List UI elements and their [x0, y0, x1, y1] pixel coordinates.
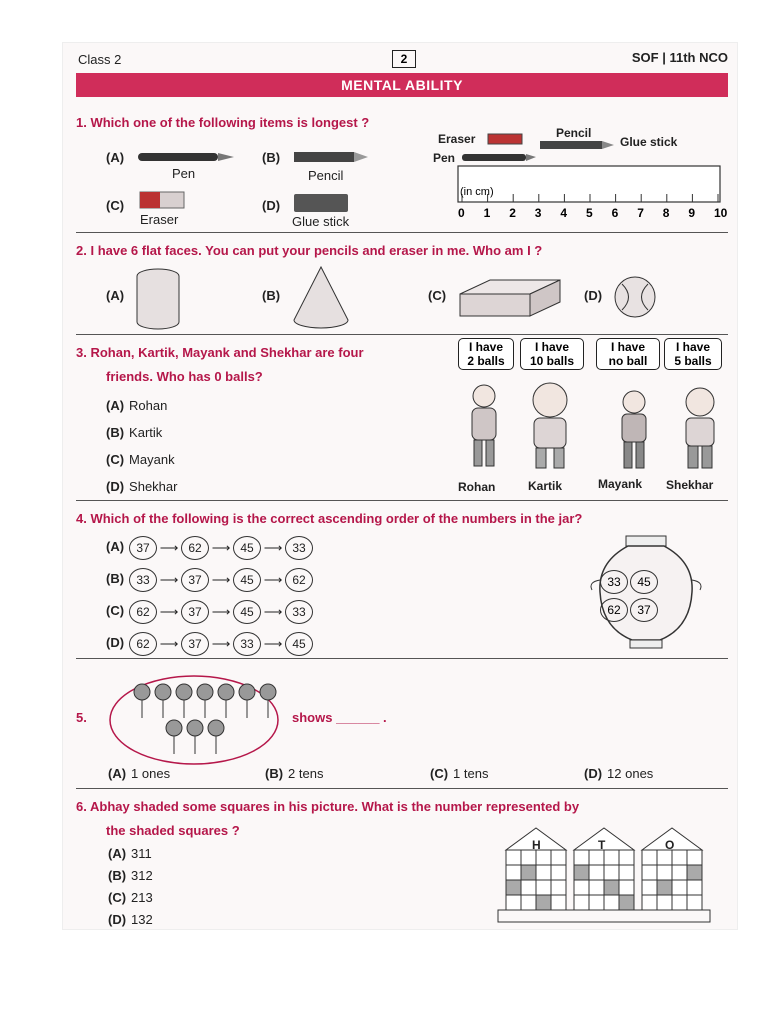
number-circle: 37 — [181, 600, 209, 624]
option-letter: (D) — [106, 479, 125, 494]
q3-option-a[interactable] — [106, 398, 167, 413]
grid-square — [672, 895, 687, 910]
grid-square — [687, 865, 702, 880]
option-letter: (C) — [106, 198, 125, 213]
grid-square — [574, 865, 589, 880]
section-title: MENTAL ABILITY — [76, 73, 728, 97]
cylinder-icon — [134, 266, 184, 332]
grid-square — [589, 850, 604, 865]
option-letter: (C) — [428, 288, 447, 303]
q2-text — [76, 240, 542, 262]
option-letter: (D) — [108, 912, 127, 927]
number-circle: 45 — [285, 632, 313, 656]
bubble-line: I have — [534, 340, 570, 354]
brand-label: SOF | 11th NCO — [631, 50, 728, 65]
class-label: Class 2 — [78, 52, 122, 67]
lollipop-icon — [134, 684, 150, 700]
ruler-eraser-icon — [486, 132, 526, 146]
lollipop-icon — [155, 684, 171, 700]
grid-square — [521, 865, 536, 880]
grid-square — [551, 895, 566, 910]
option-label: 213 — [131, 890, 153, 905]
number-circle: 33 — [233, 632, 261, 656]
number-circle: 37 — [181, 568, 209, 592]
q6-option-b[interactable] — [108, 868, 153, 883]
q3-number: 3. — [76, 345, 87, 360]
option-letter: (C) — [106, 603, 125, 619]
q4-question: Which of the following is the correct ascending order of the numbers in the jar? — [90, 511, 583, 526]
jar-number-3 — [630, 598, 658, 622]
q6-text-line2: the shaded squares ? — [106, 823, 240, 838]
option-letter: (D) — [584, 288, 603, 303]
lollipop-icon — [197, 684, 213, 700]
q1-text — [76, 112, 369, 134]
bubble-line: 5 balls — [674, 354, 712, 368]
divider — [76, 500, 728, 501]
option-letter: (B) — [265, 766, 284, 781]
q4-option-c[interactable] — [106, 600, 313, 624]
q2-option-c[interactable] — [428, 288, 451, 303]
grid-square — [672, 865, 687, 880]
grid-square — [687, 895, 702, 910]
arrow-right-icon: ⟶ — [211, 636, 231, 651]
grid-square — [536, 865, 551, 880]
q6-option-d[interactable] — [108, 912, 153, 927]
jar-number-2 — [600, 598, 628, 622]
q2-number: 2. — [76, 243, 87, 258]
pencil-icon — [292, 149, 372, 165]
ruler-pencil-label: Pencil — [556, 126, 592, 140]
bubble-line: I have — [468, 340, 504, 354]
kid-name-kartik: Kartik — [528, 479, 563, 493]
ruler-tick-label: 1 — [483, 206, 491, 220]
q3-text-line2: friends. Who has 0 balls? — [106, 369, 263, 384]
eraser-icon — [138, 190, 188, 210]
bubble-line: no ball — [608, 354, 648, 368]
ruler-pencil-icon — [538, 138, 618, 152]
q5-option-a[interactable] — [108, 766, 170, 781]
rohan-speech-bubble — [458, 338, 514, 370]
kid-name-shekhar: Shekhar — [666, 478, 714, 492]
number-circle: 62 — [285, 568, 313, 592]
q1-question: Which one of the following items is longest ? — [90, 115, 370, 130]
q5-option-d[interactable] — [584, 766, 653, 781]
number-circle: 37 — [129, 536, 157, 560]
option-letter: (A) — [108, 846, 127, 861]
q1-label-c: Eraser — [140, 212, 179, 227]
q5-number: 5. — [76, 710, 87, 725]
kartik-speech-bubble — [520, 338, 584, 370]
q3-option-d[interactable] — [106, 479, 177, 494]
q6-number: 6. — [76, 799, 87, 814]
number-circle: 62 — [181, 536, 209, 560]
grid-square — [536, 850, 551, 865]
q6-option-c[interactable] — [108, 890, 153, 905]
q1-option-d[interactable] — [262, 198, 285, 213]
grid-square — [589, 895, 604, 910]
ruler-pen-icon — [460, 152, 540, 164]
ruler-tick-label: 2 — [509, 206, 516, 220]
q4-option-d[interactable] — [106, 632, 313, 656]
divider — [76, 788, 728, 789]
q3-text-line1 — [76, 342, 364, 364]
shekhar-speech-bubble — [664, 338, 722, 370]
q3-option-b[interactable] — [106, 425, 162, 440]
option-label: 311 — [131, 846, 152, 861]
cuboid-box-icon — [456, 276, 566, 324]
divider — [76, 334, 728, 335]
grid-square — [551, 850, 566, 865]
cone-icon — [290, 264, 352, 332]
grid-square — [672, 880, 687, 895]
option-letter: (B) — [108, 868, 127, 883]
q2-option-a[interactable] — [106, 288, 129, 303]
q1-option-c[interactable] — [106, 198, 129, 213]
ruler-tick-label: 0 — [458, 206, 465, 220]
ruler-eraser-label: Eraser — [438, 132, 476, 146]
lollipop-icon — [166, 720, 182, 736]
option-label: Kartik — [129, 425, 163, 440]
arrow-right-icon: ⟶ — [211, 604, 231, 619]
grid-square — [687, 850, 702, 865]
ball-icon — [612, 274, 660, 320]
option-letter: (B) — [262, 288, 281, 303]
option-label: 312 — [131, 868, 153, 883]
page-number: 2 — [392, 50, 416, 68]
grid-square — [506, 850, 521, 865]
grid-square — [536, 895, 551, 910]
number-circle: 45 — [233, 568, 261, 592]
grid-square — [642, 865, 657, 880]
option-letter: (C) — [430, 766, 449, 781]
grid-square — [657, 880, 672, 895]
option-label: 12 ones — [607, 766, 654, 781]
ruler-tick-label: 4 — [560, 206, 568, 220]
house-label-o: O — [665, 838, 675, 852]
lollipop-icon — [239, 684, 255, 700]
option-label: 132 — [131, 912, 153, 927]
grid-square — [551, 880, 566, 895]
option-letter: (D) — [106, 635, 125, 651]
grid-square — [506, 880, 521, 895]
arrow-right-icon: ⟶ — [263, 604, 283, 619]
mayank-speech-bubble — [596, 338, 660, 370]
option-letter: (D) — [262, 198, 281, 213]
grid-square — [604, 880, 619, 895]
ruler-unit-label: (in cm) — [460, 186, 494, 198]
grid-square — [657, 850, 672, 865]
kartik-figure — [533, 383, 567, 468]
grid-square — [672, 850, 687, 865]
q2-option-b[interactable] — [262, 288, 285, 303]
grid-square — [657, 865, 672, 880]
number-circle: 62 — [129, 632, 157, 656]
number-circle: 33 — [285, 600, 313, 624]
option-letter: (A) — [106, 150, 125, 165]
grid-square — [642, 895, 657, 910]
q6-question: Abhay shaded some squares in his picture. What is the number represented by — [89, 799, 580, 814]
jar-number-0 — [600, 570, 628, 594]
mayank-figure — [622, 391, 646, 468]
bubble-line: 10 balls — [529, 354, 575, 368]
ruler-glue-label: Glue stick — [620, 135, 678, 149]
q2-option-d[interactable] — [584, 288, 607, 303]
grid-square — [574, 850, 589, 865]
lollipops-oval — [106, 670, 286, 770]
q6-text-line1 — [76, 796, 579, 818]
grid-square — [536, 880, 551, 895]
grid-square — [604, 850, 619, 865]
arrow-right-icon: ⟶ — [211, 540, 231, 555]
pen-icon — [136, 150, 236, 164]
lollipop-icon — [176, 684, 192, 700]
number-circle: 45 — [233, 536, 261, 560]
worksheet-page — [62, 42, 738, 930]
ruler-tick-label: 6 — [611, 206, 619, 220]
q1-number: 1. — [76, 115, 87, 130]
ruler-tick-label: 5 — [586, 206, 593, 220]
q5-option-c[interactable] — [430, 766, 488, 781]
arrow-right-icon: ⟶ — [211, 572, 231, 587]
q4-text — [76, 508, 582, 530]
q1-option-b[interactable] — [262, 150, 285, 165]
bubble-line: 2 balls — [467, 354, 505, 368]
q2-question: I have 6 flat faces. You can put your pencils and eraser in me. Who am I ? — [90, 243, 543, 258]
ruler-pen-label: Pen — [433, 151, 456, 165]
glue-stick-icon — [292, 192, 352, 214]
option-letter: (B) — [262, 150, 281, 165]
divider — [76, 658, 728, 659]
q1-label-d: Glue stick — [292, 214, 350, 229]
jar-number-circle: 33 — [600, 570, 628, 594]
ruler-tick-label: 7 — [637, 206, 644, 220]
arrow-right-icon: ⟶ — [159, 604, 179, 619]
option-label: Shekhar — [129, 479, 178, 494]
option-letter: (C) — [106, 452, 125, 467]
arrow-right-icon: ⟶ — [263, 636, 283, 651]
grid-square — [619, 880, 634, 895]
number-circle: 45 — [233, 600, 261, 624]
q5-shows-text: shows ______ . — [292, 710, 387, 725]
lollipop-icon — [218, 684, 234, 700]
arrow-right-icon: ⟶ — [159, 572, 179, 587]
rohan-figure — [472, 385, 496, 466]
q1-label-b: Pencil — [308, 168, 344, 183]
grid-square — [506, 865, 521, 880]
option-letter: (B) — [106, 425, 125, 440]
grid-square — [619, 865, 634, 880]
jar-number-circle: 45 — [630, 570, 658, 594]
kids-illustration — [454, 376, 724, 476]
number-circle: 62 — [129, 600, 157, 624]
kid-name-mayank: Mayank — [598, 477, 643, 491]
jar-number-1 — [630, 570, 658, 594]
q4-option-a[interactable] — [106, 536, 313, 560]
jar-number-circle: 62 — [600, 598, 628, 622]
ruler-tick-label: 3 — [534, 206, 542, 220]
number-circle: 33 — [129, 568, 157, 592]
arrow-right-icon: ⟶ — [159, 636, 179, 651]
jar-number-circle: 37 — [630, 598, 658, 622]
ruler-tick-label: 8 — [662, 206, 670, 220]
grid-square — [551, 865, 566, 880]
grid-square — [642, 850, 657, 865]
q5-option-b[interactable] — [265, 766, 323, 781]
grid-square — [589, 865, 604, 880]
grid-square — [604, 895, 619, 910]
lollipop-icon — [187, 720, 203, 736]
q3-option-c[interactable] — [106, 452, 175, 467]
q3-question: Rohan, Kartik, Mayank and Shekhar are four — [90, 345, 364, 360]
divider — [76, 232, 728, 233]
grid-square — [657, 895, 672, 910]
option-letter: (A) — [106, 398, 125, 413]
ruler-tick-label: 9 — [688, 206, 696, 220]
option-letter: (C) — [108, 890, 127, 905]
house-label-h: H — [532, 838, 541, 852]
q1-option-a[interactable] — [106, 150, 129, 165]
grid-square — [619, 895, 634, 910]
number-circle: 37 — [181, 632, 209, 656]
q4-number: 4. — [76, 511, 87, 526]
q6-option-a[interactable] — [108, 846, 152, 861]
option-letter: (A) — [108, 766, 127, 781]
grid-square — [589, 880, 604, 895]
house-label-t: T — [598, 838, 606, 852]
grid-square — [506, 895, 521, 910]
lollipop-icon — [260, 684, 276, 700]
option-letter: (D) — [584, 766, 603, 781]
option-label: 2 tens — [288, 766, 324, 781]
grid-square — [619, 850, 634, 865]
number-circle: 33 — [285, 536, 313, 560]
grid-square — [521, 850, 536, 865]
option-letter: (B) — [106, 571, 125, 587]
option-label: Mayank — [129, 452, 175, 467]
grid-square — [574, 880, 589, 895]
q4-option-b[interactable] — [106, 568, 313, 592]
option-letter: (A) — [106, 539, 125, 555]
kid-name-rohan: Rohan — [458, 480, 496, 494]
ruler-tick-label: 10 — [714, 206, 728, 220]
grid-square — [687, 880, 702, 895]
shekhar-figure — [686, 388, 714, 468]
arrow-right-icon: ⟶ — [263, 540, 283, 555]
arrow-right-icon: ⟶ — [159, 540, 179, 555]
q1-label-a: Pen — [172, 166, 196, 181]
grid-square — [574, 895, 589, 910]
option-label: 1 ones — [131, 766, 171, 781]
bubble-line: I have — [675, 340, 711, 354]
arrow-right-icon: ⟶ — [263, 572, 283, 587]
lollipop-icon — [208, 720, 224, 736]
bubble-line: I have — [610, 340, 646, 354]
grid-square — [642, 880, 657, 895]
grid-square — [604, 865, 619, 880]
option-label: 1 tens — [453, 766, 489, 781]
option-letter: (A) — [106, 288, 125, 303]
grid-square — [521, 895, 536, 910]
option-label: Rohan — [129, 398, 168, 413]
grid-square — [521, 880, 536, 895]
